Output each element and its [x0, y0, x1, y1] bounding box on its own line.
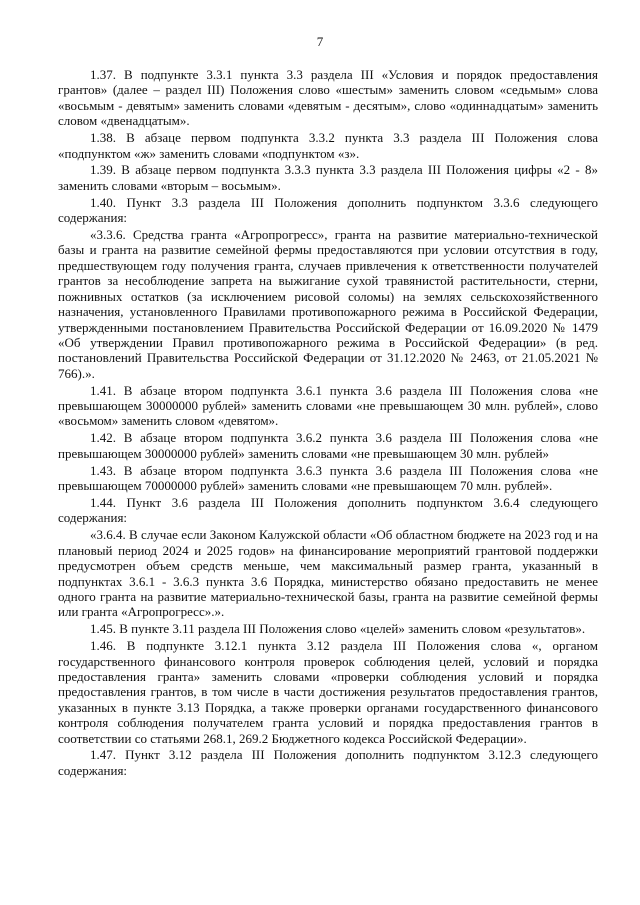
paragraph-1-38: 1.38. В абзаце первом подпункта 3.3.2 пункта 3.3 раздела III Положения слова «подпунктом «ж» заменить словами «подпунктом «з».	[58, 130, 598, 161]
document-body	[58, 67, 598, 780]
paragraph-1-44: 1.44. Пункт 3.6 раздела III Положения дополнить подпунктом 3.6.4 следующего содержания:	[58, 494, 598, 526]
paragraph-1-46: 1.46. В подпункте 3.12.1 пункта 3.12 раздела III Положения слова «, органом государственного финансового контроля проверок соблюдения целей, условий и порядка предоставления гранта» заменить словами «проверки соблюдения условий и порядка предоставления грантов, в том числе в части достижения результатов предоставления грантов, указанных в пункте 3.13 Порядка, а также проверки органами государственного финансового контроля соблюдения получателем гранта условий и порядка предоставления грантов в соответствии со статьями 268.1, 269.2 Бюджетного кодекса Российской Федерации».	[58, 638, 598, 746]
paragraph-1-40: 1.40. Пункт 3.3 раздела III Положения дополнить подпунктом 3.3.6 следующего содержания:	[58, 194, 598, 226]
paragraph-1-43: 1.43. В абзаце втором подпункта 3.6.3 пункта 3.6 раздела III Положения слова «не превышающем 70000000 рублей» заменить словами «не превышающем 70 млн. рублей».	[58, 462, 598, 494]
paragraph-1-47: 1.47. Пункт 3.12 раздела III Положения дополнить подпунктом 3.12.3 следующего содержания:	[58, 747, 598, 778]
paragraph-1-41: 1.41. В абзаце втором подпункта 3.6.1 пункта 3.6 раздела III Положения слова «не превышающем 30000000 рублей» заменить словами «не превышающем 30 млн. рублей», слово «восьмом» заменить словом «девятом».	[58, 382, 598, 429]
paragraph-3-6-4-quote: «3.6.4. В случае если Законом Калужской области «Об областном бюджете на 2023 год и на плановый период 2024 и 2025 годов» на финансирование мероприятий грантовой поддержки предусмотрен объем средств меньше, чем максимальный размер гранта, указанный в подпунктах 3.6.1 - 3.6.3 пункта 3.6 Порядка, министерство обязано предоставить не менее одного гранта на развитие материально-технической базы, гранта на развитие семейной фермы или гранта «Агропрогресс».».	[58, 527, 598, 620]
paragraph-3-3-6-quote: «3.3.6. Средства гранта «Агропрогресс», гранта на развитие материально-технической базы и гранта на развитие семейной фермы предоставляются при условии отсутствия в году, предшествующем году получения гранта, случаев привлечения к ответственности получателей грантов за несоблюдение запрета на выжигание сухой травянистой растительности, стерни, пожнивных остатков (за исключением рисовой соломы) на землях сельскохозяйственного назначения, установленного Правилами противопожарного режима в Российской Федерации, утвержденными постановлением Правительства Российской Федерации от 16.09.2020 № 1479 «Об утверждении Правил противопожарного режима в Российской Федерации» (в ред. постановлений Правительства Российской Федерации от 31.12.2020 № 2463, от 21.05.2021 № 766).».	[58, 227, 598, 381]
paragraph-1-39: 1.39. В абзаце первом подпункта 3.3.3 пункта 3.3 раздела III Положения цифры «2 - 8» заменить словами «вторым – восьмым».	[58, 162, 598, 193]
paragraph-1-37: 1.37. В подпункте 3.3.1 пункта 3.3 раздела III «Условия и порядок предоставления грантов» (далее – раздел III) Положения слово «шестым» заменить словом «седьмым» слова «восьмым - девятым» заменить словами «девятым - десятым», слово «одиннадцатым» заменить словом «двенадцатым».	[58, 67, 598, 129]
page-number: 7	[316, 34, 324, 49]
paragraph-1-45: 1.45. В пункте 3.11 раздела III Положения слово «целей» заменить словом «результатов».	[90, 621, 586, 637]
paragraph-1-42: 1.42. В абзаце втором подпункта 3.6.2 пункта 3.6 раздела III Положения слова «не превышающем 30000000 рублей» заменить словами «не превышающем 30 млн. рублей»	[58, 430, 598, 461]
